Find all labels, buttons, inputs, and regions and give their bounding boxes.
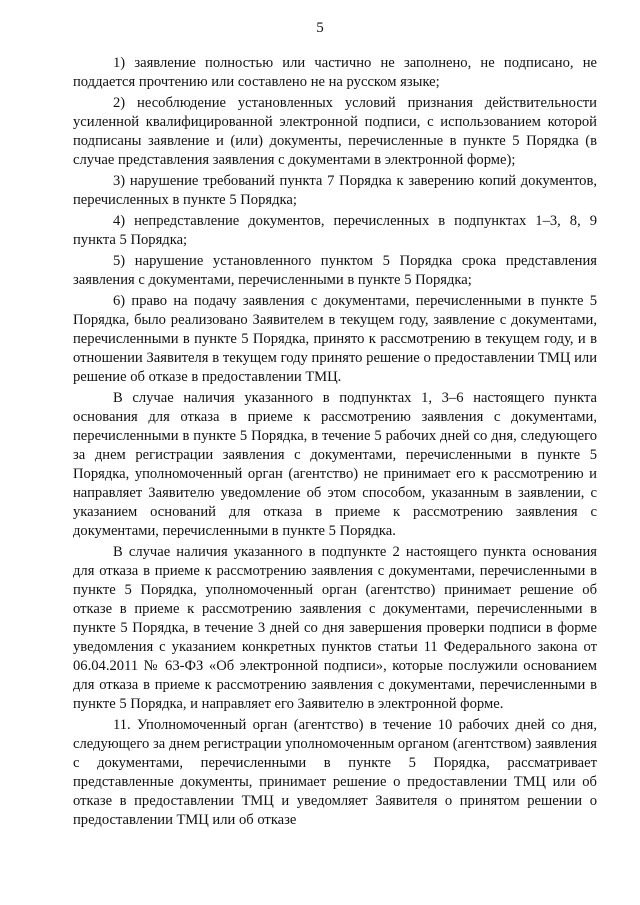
paragraph-item-3: 3) нарушение требований пункта 7 Порядка к заверению копий документов, перечисленных в пункте 5 Порядка; <box>73 173 597 208</box>
paragraph-item-6: 6) право на подачу заявления с документами, перечисленными в пункте 5 Порядка, было реализовано Заявителем в текущем году, заявление с документами, перечисленными в пункте 5 Порядка, принято к рассмотрению в текущем году, и в отношении Заявителя в текущем году принято решение о предоставлении ТМЦ или решение об отказе в предоставлении ТМЦ. <box>73 293 597 385</box>
paragraph-clause-11: 11. Уполномоченный орган (агентство) в течение 10 рабочих дней со дня, следующего за днем регистрации уполномоченным органом (агентством) заявления с документами, перечисленными в пункте 5 Порядка, рассматривает представленные документы, принимает решение о предоставлении ТМЦ или об отказе в предоставлении ТМЦ и уведомляет Заявителя о принятом решении о предоставлении ТМЦ или об отказе <box>73 717 597 828</box>
paragraph-item-2: 2) несоблюдение установленных условий признания действительности усиленной квалифицированной электронной подписи, с использованием которой подписаны заявление и (или) документы, перечисленные в пункте 5 Порядка (в случае представления заявления с документами в электронной форме); <box>73 95 597 168</box>
paragraph-item-4: 4) непредставление документов, перечисленных в подпунктах 1–3, 8, 9 пункта 5 Порядка; <box>73 213 597 248</box>
paragraph-item-1: 1) заявление полностью или частично не заполнено, не подписано, не поддается прочтению или составлено не на русском языке; <box>73 55 597 90</box>
paragraph-signature-refusal: В случае наличия указанного в подпункте 2 настоящего пункта основания для отказа в приеме к рассмотрению заявления с документами, перечисленными в пункте 5 Порядка, уполномоченный орган (агентство) принимает решение об отказе в приеме к рассмотрению заявления с документами, перечисленными в пункте 5 Порядка, в течение 3 дней со дня завершения проверки подписи в форме уведомления с указанием конкретных пунктов статьи 11 Федерального закона от 06.04.2011 № 63-ФЗ «Об электронной подписи», которые послужили основанием для отказа в приеме к рассмотрению заявления с документами, перечисленными в пункте 5 Порядка, и направляет его Заявителю в электронной форме. <box>73 544 597 712</box>
paragraph-item-5: 5) нарушение установленного пунктом 5 Порядка срока представления заявления с документами, перечисленными в пункте 5 Порядка; <box>73 253 597 288</box>
paragraph-refusal-notice: В случае наличия указанного в подпунктах 1, 3–6 настоящего пункта основания для отказа в приеме к рассмотрению заявления с документами, перечисленными в пункте 5 Порядка, в течение 5 рабочих дней со дня, следующего за днем регистрации заявления с документами, перечисленными в пункте 5 Порядка, уполномоченный орган (агентство) не принимает его к рассмотрению и направляет Заявителю уведомление об этом способом, указанным в заявлении, с указанием оснований для отказа в приеме к рассмотрению заявления с документами, перечисленными в пункте 5 Порядка. <box>73 390 597 539</box>
page-number: 5 <box>316 20 324 36</box>
document-body <box>73 54 597 830</box>
